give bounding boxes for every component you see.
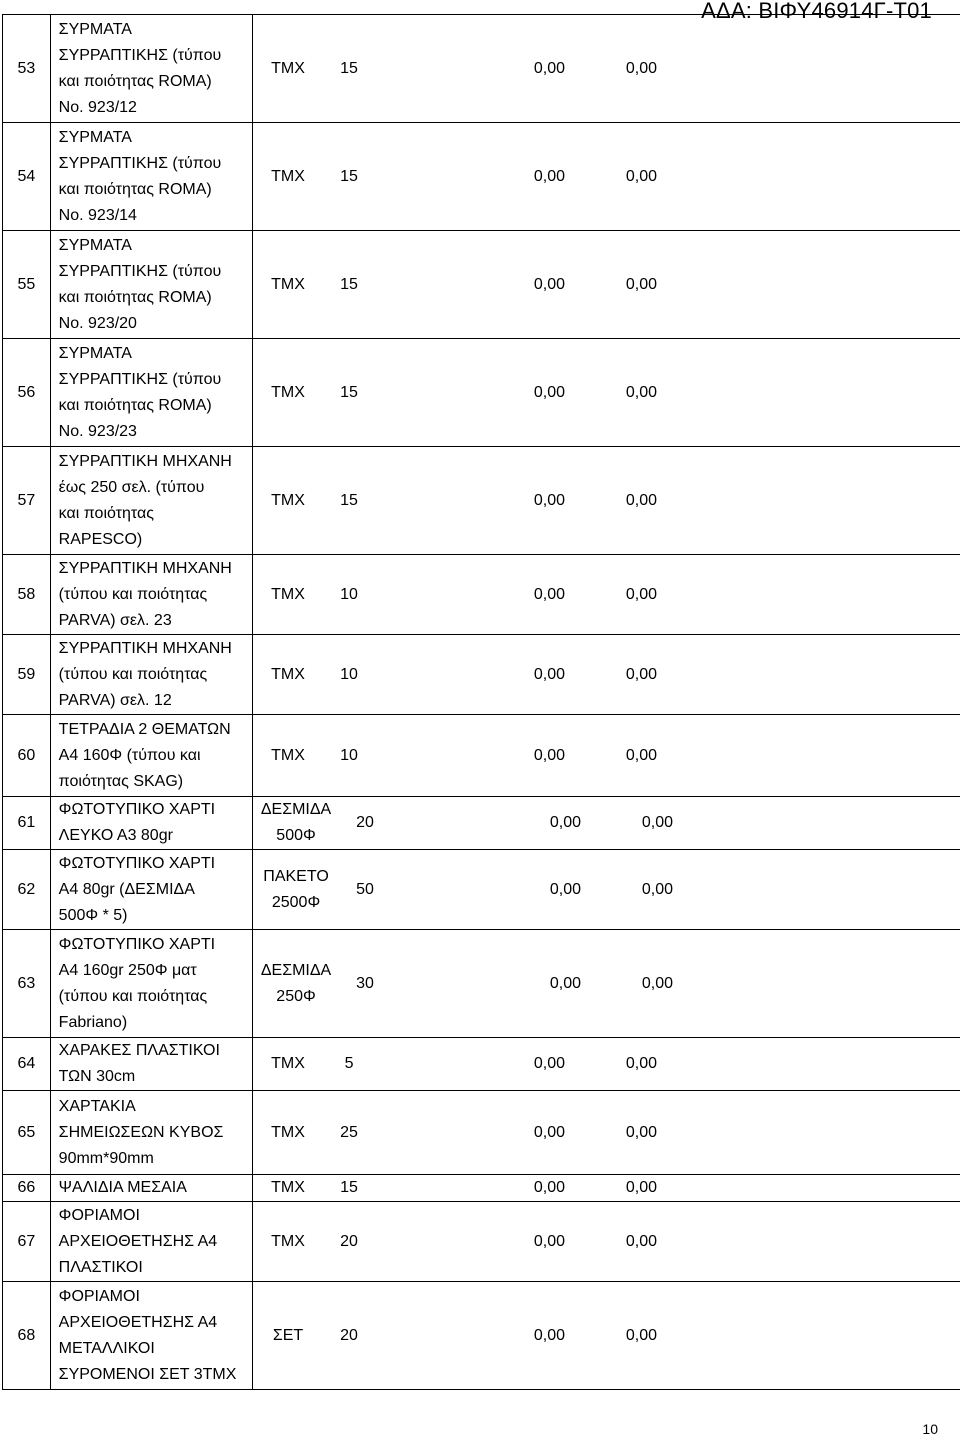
item-quantity: 10: [340, 746, 358, 764]
item-number: 64: [3, 1038, 51, 1091]
item-total: 0,00: [625, 1232, 658, 1250]
table-row: [3, 635, 960, 715]
item-unit: ΣΕΤ: [272, 1326, 304, 1344]
item-quantity: 30: [356, 974, 374, 992]
item-unit-price: 0,00: [533, 1055, 566, 1072]
item-values: [253, 743, 960, 769]
item-values: [253, 1175, 960, 1201]
item-unit-price: 0,00: [533, 491, 566, 509]
item-unit-price: 0,00: [533, 585, 566, 603]
item-values: [253, 164, 960, 190]
item-description-cell: [50, 635, 252, 715]
item-unit-price: 0,00: [533, 1326, 566, 1344]
item-quantity: 15: [340, 491, 358, 509]
item-values-cell: [253, 850, 960, 930]
item-unit-price: 0,00: [549, 814, 582, 831]
table-row: [3, 15, 960, 123]
item-description-cell: [50, 1038, 252, 1091]
ada-code: ΑΔΑ: ΒΙΦΥ46914Γ-Τ01: [701, 0, 932, 23]
item-total: 0,00: [625, 167, 658, 185]
item-description-cell: [50, 930, 252, 1038]
item-number: 57: [3, 447, 51, 555]
item-total: 0,00: [625, 491, 658, 509]
table-row: [3, 1202, 960, 1282]
table-row: [3, 123, 960, 231]
table-row: [3, 1282, 960, 1390]
item-description: ΣΥΡΡΑΠΤΙΚΗ ΜΗΧΑΝΗ (τύπου και ποιότητας PARVA) σελ. 12: [58, 639, 232, 709]
item-quantity: 25: [340, 1123, 358, 1141]
item-total: 0,00: [625, 1326, 658, 1344]
item-number: 67: [3, 1202, 51, 1282]
item-quantity: 5: [344, 1055, 354, 1072]
item-description-cell: [50, 797, 252, 850]
item-values: [253, 1229, 960, 1255]
item-description-cell: [50, 1175, 252, 1202]
item-description-cell: [50, 1202, 252, 1282]
item-unit: ΤΜΧ: [271, 59, 305, 77]
table-row: [3, 1091, 960, 1175]
item-number: 68: [3, 1282, 51, 1390]
item-values: [253, 582, 960, 608]
item-number: 62: [3, 850, 51, 930]
item-description-cell: [50, 555, 252, 635]
item-unit-price: 0,00: [549, 974, 582, 992]
item-unit-price: 0,00: [533, 665, 566, 683]
item-description: ΣΥΡΜΑΤΑ ΣΥΡΡΑΠΤΙΚΗΣ (τύπου και ποιότητας ROMA) No. 923/20: [58, 236, 222, 332]
item-values-cell: [253, 447, 960, 555]
item-values: [253, 380, 960, 406]
item-values: [253, 488, 960, 514]
item-unit: ΠΑΚΕΤΟ 2500Φ: [263, 867, 329, 911]
item-unit-price: 0,00: [533, 1232, 566, 1250]
table-row: [3, 447, 960, 555]
item-description-cell: [50, 15, 252, 123]
item-unit-price: 0,00: [549, 880, 582, 898]
item-description-cell: [50, 1091, 252, 1175]
item-unit-price: 0,00: [533, 383, 566, 401]
item-unit: ΔΕΣΜΙΔΑ 250Φ: [260, 961, 332, 1005]
items-table-body: [3, 15, 960, 1390]
item-values-cell: [253, 1038, 960, 1091]
item-values-cell: [253, 555, 960, 635]
item-quantity: 20: [356, 814, 374, 831]
item-number: 66: [3, 1175, 51, 1202]
item-unit: ΤΜΧ: [271, 275, 305, 293]
item-total: 0,00: [625, 1123, 658, 1141]
item-total: 0,00: [641, 814, 674, 831]
item-total: 0,00: [625, 1179, 658, 1196]
item-description: ΣΥΡΡΑΠΤΙΚΗ ΜΗΧΑΝΗ έως 250 σελ. (τύπου και ποιότητας RAPESCO): [58, 452, 232, 548]
item-values: [253, 662, 960, 688]
item-total: 0,00: [625, 59, 658, 77]
items-table: [2, 14, 960, 1390]
item-number: 60: [3, 715, 51, 797]
table-row: [3, 555, 960, 635]
item-unit-price: 0,00: [533, 1123, 566, 1141]
item-number: 53: [3, 15, 51, 123]
item-values-cell: [253, 715, 960, 797]
item-number: 61: [3, 797, 51, 850]
item-total: 0,00: [641, 880, 674, 898]
item-values-cell: [253, 635, 960, 715]
item-quantity: 15: [340, 1179, 358, 1196]
item-unit: ΤΜΧ: [271, 585, 305, 603]
item-values-cell: [253, 123, 960, 231]
item-number: 65: [3, 1091, 51, 1175]
item-values: [253, 1051, 960, 1077]
item-description: ΣΥΡΜΑΤΑ ΣΥΡΡΑΠΤΙΚΗΣ (τύπου και ποιότητας ROMA) No. 923/12: [58, 20, 222, 116]
table-row: [3, 930, 960, 1038]
table-row: [3, 715, 960, 797]
item-values: [253, 1120, 960, 1146]
item-total: 0,00: [625, 1055, 658, 1072]
item-unit: ΤΜΧ: [271, 1055, 305, 1072]
page-number: 10: [922, 1421, 938, 1437]
item-quantity: 20: [340, 1232, 358, 1250]
item-total: 0,00: [625, 746, 658, 764]
item-values-cell: [253, 339, 960, 447]
item-unit-price: 0,00: [533, 1179, 566, 1196]
item-unit: ΤΜΧ: [271, 1123, 305, 1141]
item-quantity: 15: [340, 275, 358, 293]
item-description: ΦΟΡΙΑΜΟΙ ΑΡΧΕΙΟΘΕΤΗΣΗΣ Α4 ΜΕΤΑΛΛΙΚΟΙ ΣΥΡΟΜΕΝΟΙ ΣΕΤ 3ΤΜΧ: [58, 1287, 237, 1383]
item-unit: ΤΜΧ: [271, 1179, 305, 1196]
item-description: ΣΥΡΡΑΠΤΙΚΗ ΜΗΧΑΝΗ (τύπου και ποιότητας PARVA) σελ. 23: [58, 559, 232, 629]
table-row: [3, 850, 960, 930]
item-quantity: 10: [340, 585, 358, 603]
item-total: 0,00: [625, 383, 658, 401]
item-description: ΧΑΡΤΑΚΙΑ ΣΗΜΕΙΩΣΕΩΝ ΚΥΒΟΣ 90mm*90mm: [58, 1097, 224, 1167]
item-description: ΣΥΡΜΑΤΑ ΣΥΡΡΑΠΤΙΚΗΣ (τύπου και ποιότητας ROMA) No. 923/14: [58, 128, 222, 224]
item-description-cell: [50, 850, 252, 930]
item-description-cell: [50, 715, 252, 797]
item-quantity: 15: [340, 59, 358, 77]
item-total: 0,00: [625, 665, 658, 683]
table-row: [3, 339, 960, 447]
item-values-cell: [253, 930, 960, 1038]
item-quantity: 15: [340, 167, 358, 185]
item-total: 0,00: [641, 974, 674, 992]
item-number: 58: [3, 555, 51, 635]
item-unit: ΤΜΧ: [271, 1232, 305, 1250]
item-values: [253, 958, 960, 1010]
table-row: [3, 797, 960, 850]
item-total: 0,00: [625, 275, 658, 293]
item-number: 63: [3, 930, 51, 1038]
item-description: ΧΑΡΑΚΕΣ ΠΛΑΣΤΙΚΟΙ ΤΩΝ 30cm: [58, 1042, 220, 1085]
item-description-cell: [50, 1282, 252, 1390]
item-total: 0,00: [625, 585, 658, 603]
item-unit-price: 0,00: [533, 167, 566, 185]
item-unit: ΔΕΣΜΙΔΑ 500Φ: [260, 801, 332, 844]
table-row: [3, 1175, 960, 1202]
item-unit: ΤΜΧ: [271, 383, 305, 401]
item-values: [253, 797, 960, 849]
item-values: [253, 56, 960, 82]
item-description-cell: [50, 231, 252, 339]
item-unit: ΤΜΧ: [271, 167, 305, 185]
item-description-cell: [50, 447, 252, 555]
item-description: ΤΕΤΡΑΔΙΑ 2 ΘΕΜΑΤΩΝ A4 160Φ (τύπου και ποιότητας SKAG): [58, 720, 231, 790]
item-number: 56: [3, 339, 51, 447]
item-values: [253, 1323, 960, 1349]
item-values-cell: [253, 1175, 960, 1202]
item-description: ΦΩΤΟΤΥΠΙΚΟ ΧΑΡΤΙ ΛΕΥΚΟ Α3 80gr: [58, 801, 216, 844]
item-description: ΦΩΤΟΤΥΠΙΚΟ ΧΑΡΤΙ Α4 80gr (ΔΕΣΜΙΔΑ 500Φ * 5): [58, 854, 216, 924]
item-number: 59: [3, 635, 51, 715]
item-description-cell: [50, 339, 252, 447]
item-description: ΨΑΛΙΔΙΑ ΜΕΣΑΙΑ: [58, 1179, 187, 1196]
item-quantity: 15: [340, 383, 358, 401]
item-values-cell: [253, 797, 960, 850]
item-values-cell: [253, 231, 960, 339]
item-unit-price: 0,00: [533, 746, 566, 764]
item-unit-price: 0,00: [533, 59, 566, 77]
item-unit: ΤΜΧ: [271, 746, 305, 764]
item-values-cell: [253, 1091, 960, 1175]
item-number: 54: [3, 123, 51, 231]
item-values: [253, 272, 960, 298]
item-unit-price: 0,00: [533, 275, 566, 293]
item-values-cell: [253, 1202, 960, 1282]
item-description: ΦΟΡΙΑΜΟΙ ΑΡΧΕΙΟΘΕΤΗΣΗΣ Α4 ΠΛΑΣΤΙΚΟΙ: [58, 1206, 218, 1276]
item-description: ΦΩΤΟΤΥΠΙΚΟ ΧΑΡΤΙ Α4 160gr 250Φ ματ (τύπου και ποιότητας Fabriano): [58, 935, 216, 1031]
item-number: 55: [3, 231, 51, 339]
item-quantity: 50: [356, 880, 374, 898]
table-row: [3, 1038, 960, 1091]
item-unit: ΤΜΧ: [271, 491, 305, 509]
table-row: [3, 231, 960, 339]
item-values-cell: [253, 1282, 960, 1390]
item-values-cell: [253, 15, 960, 123]
item-description-cell: [50, 123, 252, 231]
item-values: [253, 864, 960, 916]
item-description: ΣΥΡΜΑΤΑ ΣΥΡΡΑΠΤΙΚΗΣ (τύπου και ποιότητας ROMA) No. 923/23: [58, 344, 222, 440]
item-quantity: 20: [340, 1326, 358, 1344]
item-unit: ΤΜΧ: [271, 665, 305, 683]
item-quantity: 10: [340, 665, 358, 683]
